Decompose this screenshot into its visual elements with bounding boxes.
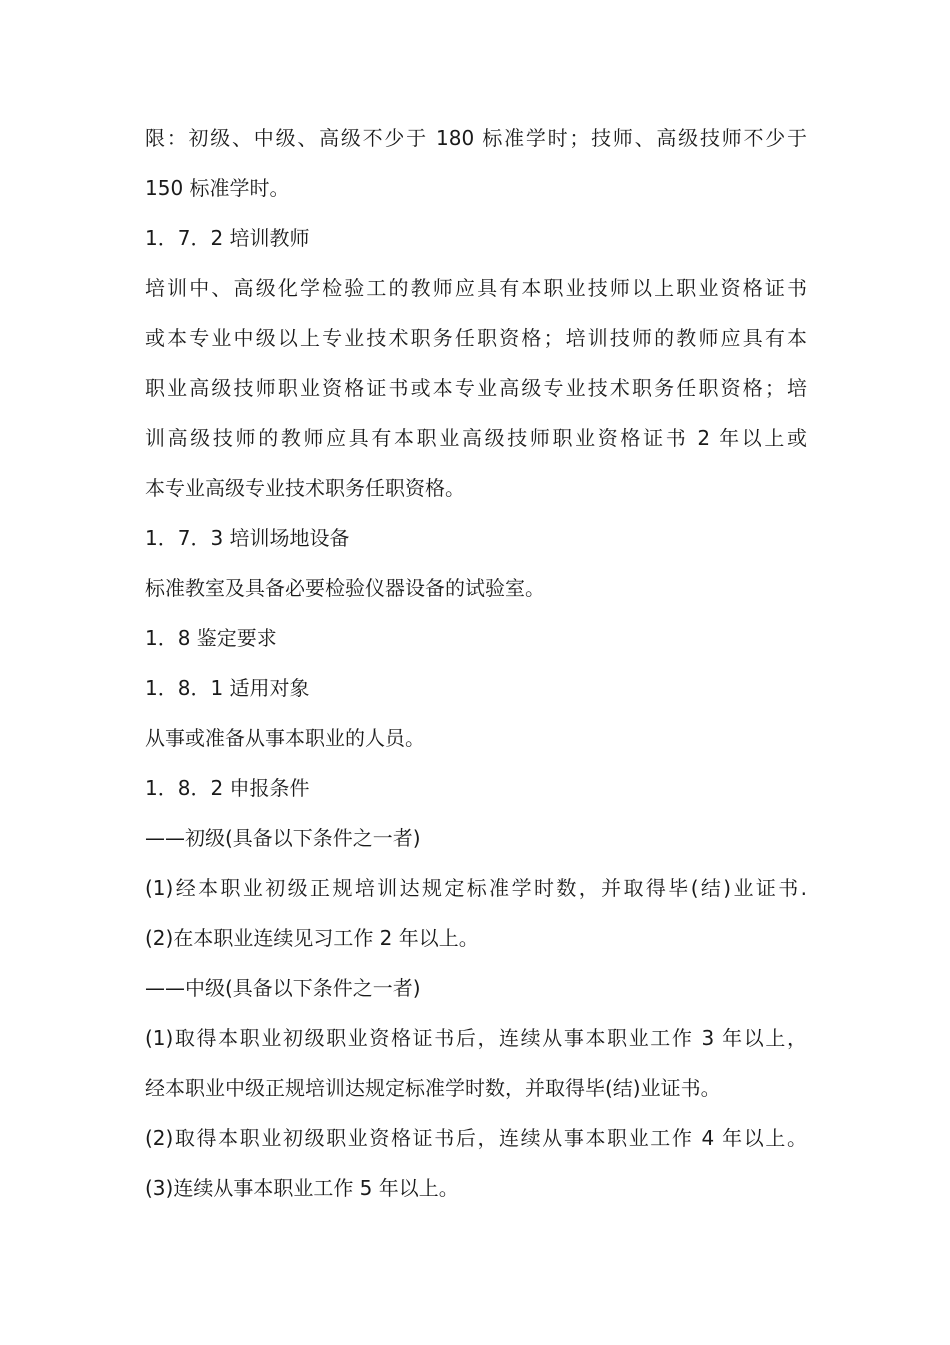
text-line: (2)在本职业连续见习工作 2 年以上。 [145,926,479,950]
text-line: (3)连续从事本职业工作 5 年以上。 [145,1176,459,1200]
section-heading: 1．8 鉴定要求 [145,626,277,650]
text-line: (2)取得本职业初级职业资格证书后，连续从事本职业工作 4 年以上。 [145,1126,807,1150]
text-line: 限：初级、中级、高级不少于 180 标准学时；技师、高级技师不少于 [145,126,807,150]
text-line: 训高级技师的教师应具有本职业高级技师职业资格证书 2 年以上或 [145,426,807,450]
text-line: ——中级(具备以下条件之一者) [145,976,421,1000]
text-line: 150 标准学时。 [145,176,290,200]
section-heading: 1．8．1 适用对象 [145,676,310,700]
text-line: 职业高级技师职业资格证书或本专业高级专业技术职务任职资格；培 [145,376,807,400]
text-line: 从事或准备从事本职业的人员。 [145,726,425,750]
text-line: 标准教室及具备必要检验仪器设备的试验室。 [145,576,545,600]
section-heading: 1．7．2 培训教师 [145,226,310,250]
text-line: 本专业高级专业技术职务任职资格。 [145,476,465,500]
text-line: 经本职业中级正规培训达规定标准学时数，并取得毕(结)业证书。 [145,1076,721,1100]
text-line: ——初级(具备以下条件之一者) [145,826,421,850]
section-heading: 1．7．3 培训场地设备 [145,526,350,550]
section-heading: 1．8．2 申报条件 [145,776,310,800]
text-line: 或本专业中级以上专业技术职务任职资格；培训技师的教师应具有本 [145,326,807,350]
text-line: 培训中、高级化学检验工的教师应具有本职业技师以上职业资格证书 [145,276,807,300]
text-line: (1)取得本职业初级职业资格证书后，连续从事本职业工作 3 年以上， [145,1026,807,1050]
document-page [145,113,807,1213]
text-line: (1)经本职业初级正规培训达规定标准学时数，并取得毕(结)业证书. [145,876,807,900]
